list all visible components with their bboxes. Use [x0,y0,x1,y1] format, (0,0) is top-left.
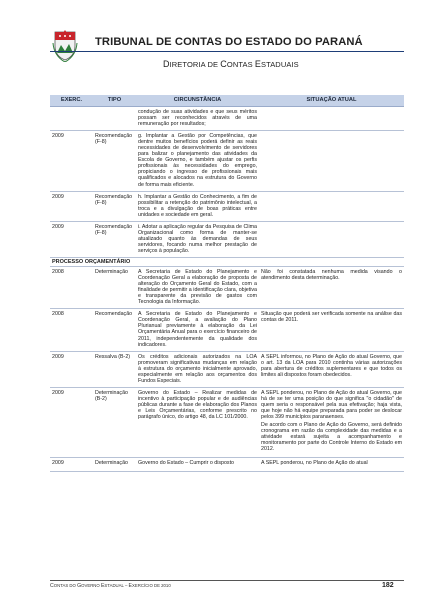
parana-coat-of-arms-icon [52,29,78,62]
table-row [50,458,404,472]
current-situation-cell [259,309,404,351]
circumstance-cell: Governo do Estado – Cumprir o disposto [136,458,259,472]
current-situation-cell [259,267,404,309]
situation-paragraph: A SEPL ponderou, no Plano de Ação do atual [261,460,368,467]
table-row [50,387,404,457]
current-situation-cell [259,191,404,221]
circumstance-cell: A Secretaria de Estado do Planejamento e Coordenação Geral a elaboração de proposta de alteração do Orçamento Geral do Estado, com a finalidade de permitir a identificação clara, objetiva e transparente da previsão de gastos com Tecnologia da Informação. [136,267,259,309]
type-cell: Determinação [93,458,136,472]
table-row [50,191,404,221]
table-row [50,131,404,191]
table-row [50,221,404,257]
type-cell: Recomendação (F-8) [93,191,136,221]
exercise-year-cell: 2008 [50,309,93,351]
column-header-situacao: SITUAÇÃO ATUAL [259,95,404,107]
circumstance-cell: A Secretaria de Estado do Planejamento e Coordenação Geral, a avaliação do Plano Plurianual previamente à elaboração da Lei Orçamentária Anual para o exercício financeiro de 2011, independentemente da qualidade dos indicadores. [136,309,259,351]
circumstance-cell: Os créditos adicionais autorizados na LOA promoveram significativas mudanças em relação à estrutura do orçamento inicialmente aprovado, especialmente em relação aos orçamentos dos Fundos Especiais. [136,351,259,387]
type-cell [93,107,136,131]
circumstance-cell: i. Adotar a aplicação regular da Pesquisa de Clima Organizacional como forma de manter-se atualizado quanto às demandas de seus servidores, focando numa melhor prestação de serviços à população. [136,221,259,257]
exercise-year-cell [50,107,93,131]
circumstance-cell: h. Implantar a Gestão do Conhecimento, a fim de possibilitar a retenção do patrimônio intelectual, a troca e a divulgação de boas práticas entre unidades e sociedade em geral. [136,191,259,221]
section-row [50,257,404,266]
column-header-tipo: TIPO [93,95,136,107]
exercise-year-cell: 2009 [50,191,93,221]
page-title: TRIBUNAL DE CONTAS DO ESTADO DO PARANÁ [95,36,363,48]
header-rule [50,51,404,52]
situation-paragraph: Situação que poderá ser verificada somente na análise das contas de 2011. [261,311,402,324]
exercise-year-cell: 2009 [50,131,93,191]
footer-text: CONTAS DO GOVERNO ESTADUAL – EXERCÍCIO DE 2010 [50,583,171,589]
circumstance-cell: Governo do Estado – Realizar medidas de incentivo à participação popular e de audiências públicas durante a fase de elaboração dos Planos e Leis Orçamentárias, conforme prescrito no parágrafo único, do artigo 48, da LC 101/2000. [136,387,259,457]
situation-paragraph: Não foi constatada nenhuma medida visando o atendimento desta determinação. [261,269,402,282]
type-cell: Determinação [93,267,136,309]
page-number: 182 [382,582,394,589]
type-cell: Recomendação (F-8) [93,131,136,191]
exercise-year-cell: 2009 [50,351,93,387]
table-body [50,107,404,472]
table-row [50,107,404,131]
exercise-year-cell: 2009 [50,458,93,472]
exercise-year-cell: 2008 [50,267,93,309]
exercise-year-cell: 2009 [50,221,93,257]
current-situation-cell [259,351,404,387]
table-row [50,351,404,387]
type-cell: Ressalva (B-2) [93,351,136,387]
exercise-year-cell: 2009 [50,387,93,457]
page-header [0,0,432,90]
column-header-exerc: EXERC. [50,95,93,107]
type-cell: Determinação (B-2) [93,387,136,457]
section-heading: PROCESSO ORÇAMENTÁRIO [50,257,404,266]
type-cell: Recomendação (F-8) [93,221,136,257]
current-situation-cell [259,131,404,191]
table-header-row [50,95,404,107]
current-situation-cell [259,107,404,131]
recommendations-table [50,95,404,472]
page-subtitle: DIRETORIA DE CONTAS ESTADUAIS [163,59,299,69]
circumstance-cell: condução de suas atividades e que seus méritos possam ser reconhecidos através de uma remuneração por resultados; [136,107,259,131]
current-situation-cell [259,387,404,457]
situation-paragraph: A SEPL informou, no Plano de Ação do atual Governo, que o art. 13 da LOA para 2010 continha várias autorizações para abertura de créditos suplementares e que todos os limites ali dispostos foram obedecidos. [261,353,402,378]
column-header-circunstancia: CIRCUNSTÂNCIA [136,95,259,107]
situation-paragraph: De acordo com o Plano de Ação do Governo, será definido cronograma em razão da complexidade das medidas e a atividade estará sujeita a acompanhamento e monitoramento por parte do Controle Interno do Estado em 2012. [261,422,402,453]
current-situation-cell [259,221,404,257]
situation-paragraph: A SEPL ponderou, no Plano de Ação do atual Governo, que há de se ter uma posição do que significa "o cidadão" de quem seria o responsável pela sua efetivação; haja vista, que hoje não há equipe preparada para poder se deslocar pelos 399 municípios paranaenses. [261,389,402,421]
type-cell: Recomendação [93,309,136,351]
footer-rule [50,580,404,581]
circumstance-cell: g. Implantar a Gestão por Competências, que dentre muitos benefícios poderá definir as reais necessidades de desenvolvimento de servidores para balizar o planejamento das atividades da Escola de Governo, e também ajustar os perfis profissionais às necessidades do emprego, propiciando o ingresso de profissionais mais qualificados e alocados na estrutura do Governo de forma mais eficiente. [136,131,259,191]
table-row [50,267,404,309]
current-situation-cell [259,458,404,472]
table-row [50,309,404,351]
